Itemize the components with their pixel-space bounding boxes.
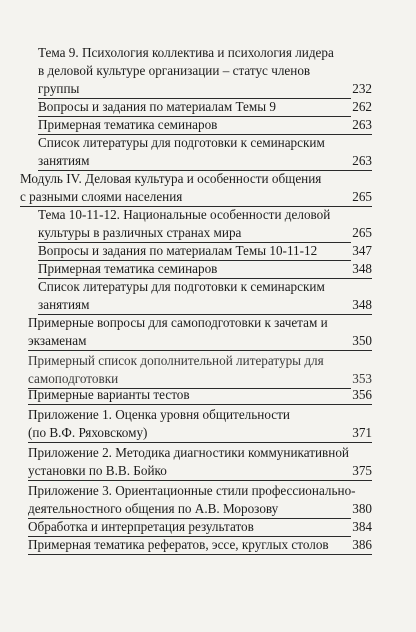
toc-entry-module-4 [20, 170, 372, 207]
entry-line: Обработка и интерпретация результатов [28, 518, 372, 537]
page-number: 375 [352, 463, 372, 478]
entry-line: в деловой культуре организации – статус членов [38, 63, 311, 78]
page-number: 262 [352, 99, 372, 114]
toc-entry-seminars-2 [38, 260, 372, 279]
entry-line: Вопросы и задания по материалам Темы 10-11-12 [38, 242, 372, 261]
entry-line: Приложение 2. Методика диагностики коммуникативной [28, 445, 349, 460]
page-number: 232 [352, 81, 372, 96]
entry-line: Примерные вопросы для самоподготовки к зачетам и [28, 315, 328, 330]
toc-entry-additional-literature [28, 352, 372, 389]
toc-entry-appendix-3 [28, 482, 372, 519]
entry-line: занятиям [38, 296, 372, 315]
entry-line: Примерная тематика семинаров [38, 116, 372, 135]
entry-line: культуры в различных странах мира [38, 224, 372, 243]
entry-line: Список литературы для подготовки к семинарским [38, 135, 325, 150]
entry-line: с разными слоями населения [20, 188, 372, 207]
entry-line: Тема 9. Психология коллектива и психология лидера [38, 45, 334, 60]
page-number: 348 [352, 261, 372, 276]
page-number: 353 [352, 371, 372, 386]
page-number: 348 [352, 297, 372, 312]
toc-entry-topic-10-11-12 [38, 206, 372, 243]
page-number: 265 [352, 225, 372, 240]
page-number: 386 [352, 537, 372, 552]
entry-line: Примерная тематика рефератов, эссе, круглых столов [28, 536, 372, 555]
page-number: 263 [352, 153, 372, 168]
entry-line: Приложение 3. Ориентационные стили профессионально- [28, 483, 356, 498]
toc-entry-literature-2 [38, 278, 372, 315]
toc-entry-appendix-2 [28, 444, 372, 481]
toc-entry-tests [28, 386, 372, 405]
toc-entry-processing [28, 518, 372, 537]
toc-entry-literature-1 [38, 134, 372, 171]
toc-entry-seminars-1 [38, 116, 372, 135]
toc-entry-appendix-1 [28, 406, 372, 443]
entry-line: деятельностного общения по А.В. Морозову [28, 500, 372, 519]
entry-line: экзаменам [28, 332, 372, 351]
page-number: 263 [352, 117, 372, 132]
entry-line: Примерные варианты тестов [28, 386, 372, 405]
entry-line: (по В.Ф. Ряховскому) [28, 424, 372, 443]
page-number: 350 [352, 333, 372, 348]
page-number: 371 [352, 425, 372, 440]
entry-line: Вопросы и задания по материалам Темы 9 [38, 98, 372, 117]
entry-line: Тема 10-11-12. Национальные особенности деловой [38, 207, 331, 222]
page-number: 380 [352, 501, 372, 516]
entry-line: Примерный список дополнительной литературы для [28, 353, 324, 368]
entry-line: группы [38, 80, 372, 99]
toc-entry-questions-topic-10-11-12 [38, 242, 372, 261]
toc-entry-essay-topics [28, 536, 372, 555]
toc-entry-questions-topic-9 [38, 98, 372, 117]
page-number: 265 [352, 189, 372, 204]
entry-line: Список литературы для подготовки к семинарским [38, 279, 325, 294]
entry-line: Примерная тематика семинаров [38, 260, 372, 279]
entry-line: установки по В.В. Бойко [28, 462, 372, 481]
entry-line: самоподготовки [28, 370, 372, 389]
toc-entry-topic-9 [38, 44, 372, 99]
entry-line: занятиям [38, 152, 372, 171]
toc-entry-exam-questions [28, 314, 372, 351]
page-number: 384 [352, 519, 372, 534]
entry-line: Приложение 1. Оценка уровня общительности [28, 407, 290, 422]
entry-line: Модуль IV. Деловая культура и особенности общения [20, 171, 322, 186]
page-number: 347 [352, 243, 372, 258]
page-number: 356 [352, 387, 372, 402]
